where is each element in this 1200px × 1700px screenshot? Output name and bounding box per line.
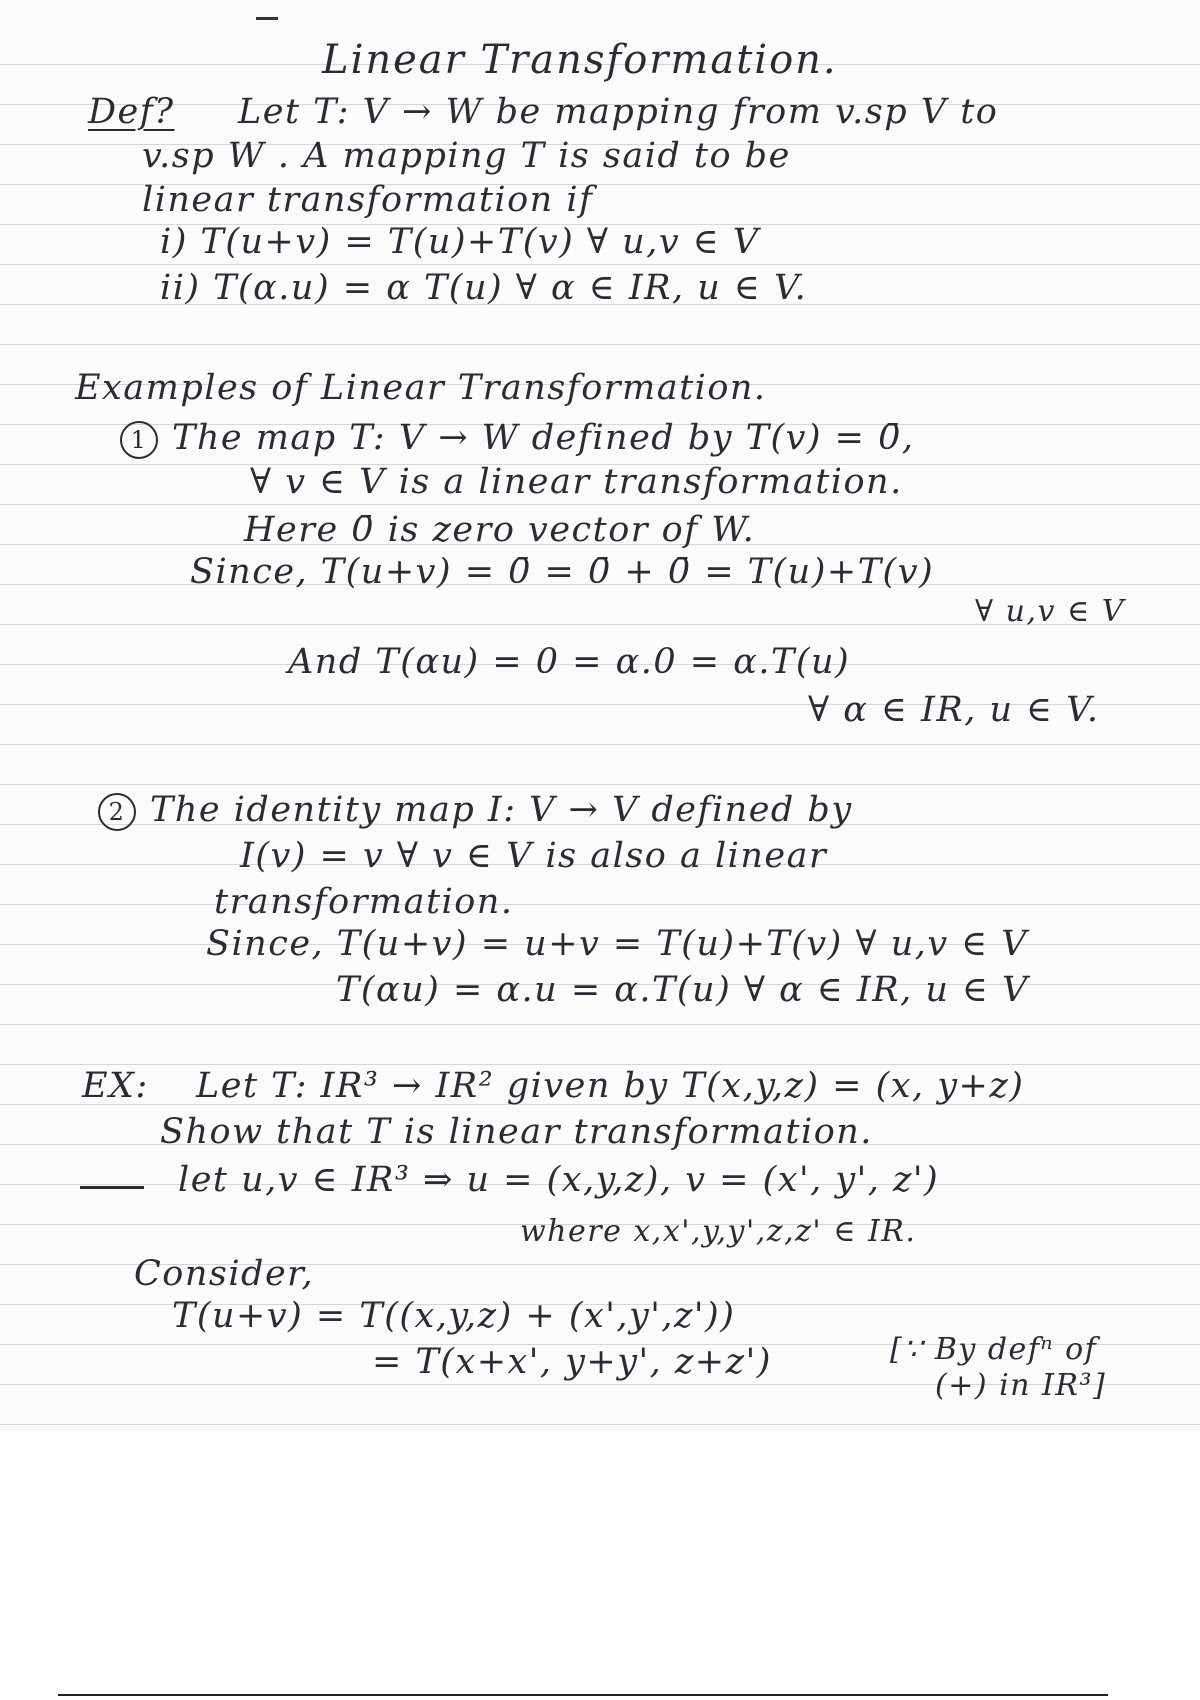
example-2-text: The identity map I: V → V defined by	[150, 790, 853, 830]
definition-line-1: Let T: V → W be mapping from v.sp V to	[238, 92, 999, 132]
example-1-line-4: Since, T(u+v) = 0̄ = 0̄ + 0̄ = T(u)+T(v)	[190, 552, 935, 592]
example-2-line-1	[98, 790, 853, 831]
example-1-line-2: ∀ v ∈ V is a linear transformation.	[250, 462, 903, 502]
example-1-line-7: ∀ α ∈ IR, u ∈ V.	[808, 690, 1100, 730]
exercise-line-5: Consider,	[134, 1254, 315, 1294]
examples-heading: Examples of Linear Transformation.	[75, 368, 767, 408]
definition-line-2: v.sp W . A mapping T is said to be	[142, 136, 791, 176]
exercise-line-7: = T(x+x', y+y', z+z')	[372, 1342, 772, 1382]
example-1-line-5: ∀ u,v ∈ V	[975, 594, 1125, 629]
exercise-line-4: where x,x',y,y',z,z' ∈ IR.	[520, 1214, 917, 1249]
definition-line-3: linear transformation if	[142, 180, 594, 220]
blank-area	[0, 1430, 1200, 1700]
example-1-number: 1	[120, 421, 158, 459]
exercise-line-3: let u,v ∈ IR³ ⇒ u = (x,y,z), v = (x', y', z')	[178, 1160, 940, 1200]
example-1-line-1	[120, 418, 915, 459]
exercise-note-1: [∵ By defⁿ of	[890, 1332, 1098, 1367]
definition-label: Def?	[88, 92, 175, 132]
page-title: Linear Transformation.	[322, 37, 838, 83]
example-1-text: The map T: V → W defined by T(v) = 0̄,	[172, 418, 915, 458]
example-1-line-3: Here 0̄ is zero vector of W.	[244, 510, 756, 550]
example-2-line-2: I(v) = v ∀ v ∈ V is also a linear	[240, 836, 828, 876]
example-2-number: 2	[98, 793, 136, 831]
exercise-note-2: (+) in IR³]	[935, 1368, 1107, 1403]
exercise-line-2: Show that T is linear transformation.	[160, 1112, 873, 1152]
bottom-rule	[58, 1694, 1108, 1696]
example-2-line-4: Since, T(u+v) = u+v = T(u)+T(v) ∀ u,v ∈ V	[206, 924, 1029, 964]
exercise-line-1: Let T: IR³ → IR² given by T(x,y,z) = (x, y+z)	[196, 1066, 1025, 1106]
exercise-label: EX:	[82, 1066, 149, 1106]
margin-dash	[80, 1186, 144, 1189]
example-1-line-6: And T(αu) = 0 = α.0 = α.T(u)	[288, 642, 851, 682]
example-2-line-5: T(αu) = α.u = α.T(u) ∀ α ∈ IR, u ∈ V	[336, 970, 1029, 1010]
definition-condition-2: ii) T(α.u) = α T(u) ∀ α ∈ IR, u ∈ V.	[160, 268, 808, 308]
definition-condition-1: i) T(u+v) = T(u)+T(v) ∀ u,v ∈ V	[160, 222, 760, 262]
example-2-line-3: transformation.	[214, 882, 514, 922]
pen-mark	[256, 17, 278, 20]
exercise-line-6: T(u+v) = T((x,y,z) + (x',y',z'))	[172, 1296, 736, 1336]
